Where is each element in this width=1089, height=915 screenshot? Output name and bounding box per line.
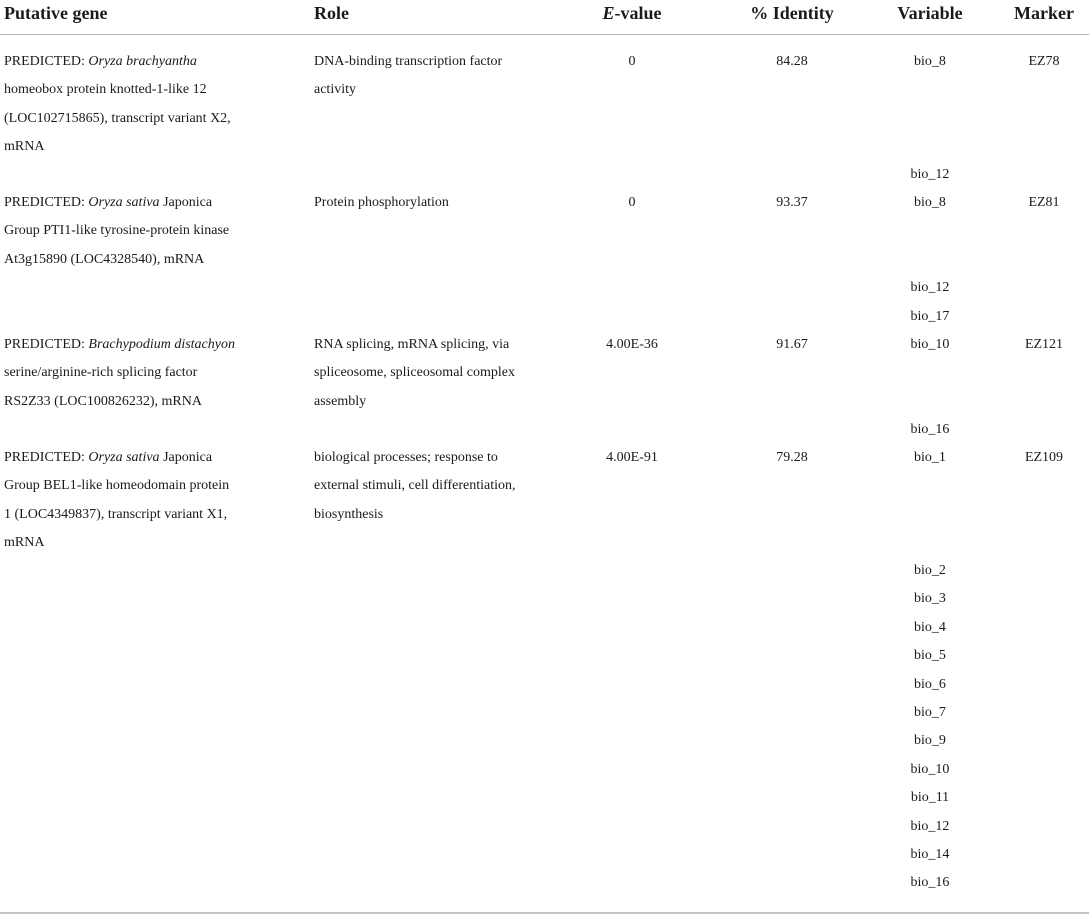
row-3-marker: EZ121	[1024, 337, 1064, 352]
row-3-role-line-1: RNA splicing, mRNA splicing, via	[314, 337, 510, 352]
row-2-gene	[4, 189, 289, 274]
row-3-gene-line-2: serine/arginine-rich splicing factor	[4, 365, 198, 381]
row-3-identity: 91.67	[776, 337, 808, 352]
row-3-gene-line-1: PREDICTED: Brachypodium distachyon	[4, 337, 235, 352]
row-2-gene-line-1: PREDICTED: Oryza sativa Japonica	[4, 195, 213, 210]
row-4-role-line-3: biosynthesis	[314, 506, 384, 522]
row-3-variable-1: bio_10	[910, 337, 950, 352]
row-2-variable-3: bio_17	[910, 309, 950, 324]
header-evalue-italic: E	[602, 3, 615, 23]
row-4-variable-1: bio_1	[914, 450, 946, 465]
row-1-role-line-2: activity	[314, 82, 356, 98]
row-2-role-line-1: Protein phosphorylation	[314, 195, 449, 210]
row-2-gene-line-2: Group PTI1-like tyrosine-protein kinase	[4, 223, 230, 239]
row-4-variable-item: bio_9	[914, 733, 946, 749]
header-putative-gene: Putative gene	[4, 3, 108, 23]
row-1-role-line-1: DNA-binding transcription factor	[314, 54, 503, 69]
row-1-evalue: 0	[628, 54, 636, 69]
header-evalue-rest: -value	[614, 3, 662, 23]
row-4-variable-2	[878, 557, 982, 898]
row-2-variable-1: bio_8	[914, 195, 946, 210]
header-evalue	[580, 2, 684, 24]
header-identity: % Identity	[750, 3, 834, 23]
header-variable: Variable	[897, 3, 963, 23]
row-2-variable-2: bio_12	[910, 280, 950, 295]
row-1-gene	[4, 48, 289, 162]
row-2-role	[314, 189, 576, 217]
row-4-gene	[4, 444, 289, 558]
row-3-role	[314, 331, 576, 416]
row-4-evalue: 4.00E-91	[606, 450, 658, 465]
row-1-gene-line-1: PREDICTED: Oryza brachyantha	[4, 54, 197, 69]
row-4-variable-item: bio_5	[914, 648, 946, 664]
header-marker: Marker	[1014, 3, 1074, 23]
row-4-variable-item: bio_3	[914, 591, 946, 607]
row-4-role-line-2: external stimuli, cell differentiation,	[314, 478, 516, 494]
row-4-variable-item: bio_6	[914, 676, 946, 692]
row-4-gene-line-2: Group BEL1-like homeodomain protein	[4, 478, 230, 494]
row-4-variable-item: bio_16	[910, 875, 950, 891]
row-2-marker: EZ81	[1028, 195, 1060, 210]
row-4-role-line-1: biological processes; response to	[314, 450, 498, 465]
row-1-gene-line-2: homeobox protein knotted-1-like 12	[4, 82, 207, 98]
row-4-role	[314, 444, 576, 529]
header-role: Role	[314, 3, 349, 23]
row-3-evalue: 4.00E-36	[606, 337, 658, 352]
row-2-identity: 93.37	[776, 195, 808, 210]
row-1-marker: EZ78	[1028, 54, 1060, 69]
row-4-variable-item: bio_14	[910, 847, 950, 863]
row-3-role-line-2: spliceosome, spliceosomal complex	[314, 365, 516, 381]
row-1-identity: 84.28	[776, 54, 808, 69]
row-4-variable-item: bio_2	[914, 563, 946, 578]
table-bottom-rule	[0, 912, 1089, 914]
row-1-variable-2: bio_12	[910, 167, 950, 182]
row-4-gene-line-1: PREDICTED: Oryza sativa Japonica	[4, 450, 213, 465]
row-4-variable-item: bio_11	[910, 790, 950, 806]
row-4-variable-item: bio_4	[914, 619, 946, 635]
row-4-variable-item: bio_12	[910, 818, 950, 834]
row-4-identity: 79.28	[776, 450, 808, 465]
row-1-role	[314, 48, 576, 105]
row-1-variable-1: bio_8	[914, 54, 946, 69]
header-rule	[0, 34, 1089, 35]
row-3-gene	[4, 331, 289, 416]
row-4-variable-item: bio_7	[914, 705, 946, 721]
row-4-gene-line-3: 1 (LOC4349837), transcript variant X1,	[4, 506, 228, 522]
row-2-gene-line-3: At3g15890 (LOC4328540), mRNA	[4, 251, 205, 267]
row-2-evalue: 0	[628, 195, 636, 210]
row-3-role-line-3: assembly	[314, 393, 367, 409]
row-3-variable-2: bio_16	[910, 422, 950, 437]
row-3-gene-line-3: RS2Z33 (LOC100826232), mRNA	[4, 393, 202, 409]
row-1-gene-line-3: (LOC102715865), transcript variant X2,	[4, 110, 231, 126]
row-4-gene-line-4: mRNA	[4, 535, 45, 551]
row-1-gene-line-4: mRNA	[4, 139, 45, 155]
row-4-variable-item: bio_10	[910, 761, 950, 777]
row-4-marker: EZ109	[1024, 450, 1064, 465]
